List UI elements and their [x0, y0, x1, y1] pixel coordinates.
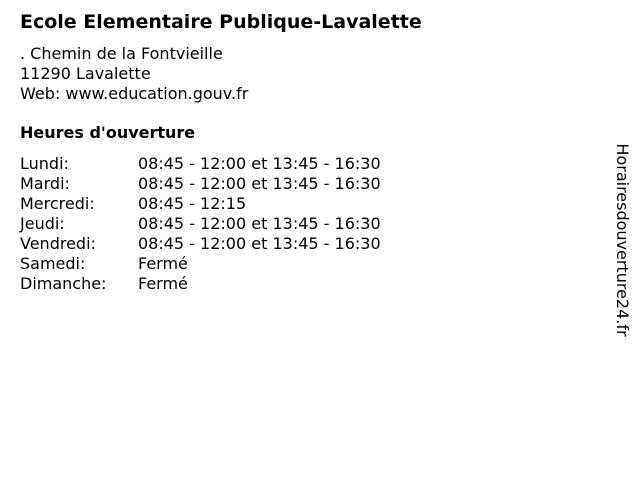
time-value: 08:45 - 12:00 et 13:45 - 16:30 [138, 234, 381, 253]
day-label: Dimanche: [20, 274, 107, 293]
opening-hours-heading: Heures d'ouverture [20, 123, 196, 142]
day-label: Samedi: [20, 254, 86, 273]
time-value: 08:45 - 12:15 [138, 194, 247, 213]
site-watermark: Horairesdouverture24.fr [613, 143, 632, 337]
street-address: . Chemin de la Fontvieille [20, 44, 223, 63]
time-value: 08:45 - 12:00 et 13:45 - 16:30 [138, 174, 381, 193]
day-label: Lundi: [20, 154, 69, 173]
time-value: Fermé [138, 254, 188, 273]
website-link[interactable]: Web: www.education.gouv.fr [20, 84, 249, 103]
school-name: Ecole Elementaire Publique-Lavalette [20, 11, 422, 33]
time-value: Fermé [138, 274, 188, 293]
day-label: Jeudi: [20, 214, 65, 233]
time-value: 08:45 - 12:00 et 13:45 - 16:30 [138, 154, 381, 173]
city-postcode: 11290 Lavalette [20, 64, 151, 83]
day-label: Mardi: [20, 174, 70, 193]
address-block [20, 44, 248, 104]
time-value: 08:45 - 12:00 et 13:45 - 16:30 [138, 214, 381, 233]
day-label: Vendredi: [20, 234, 96, 253]
day-label: Mercredi: [20, 194, 95, 213]
